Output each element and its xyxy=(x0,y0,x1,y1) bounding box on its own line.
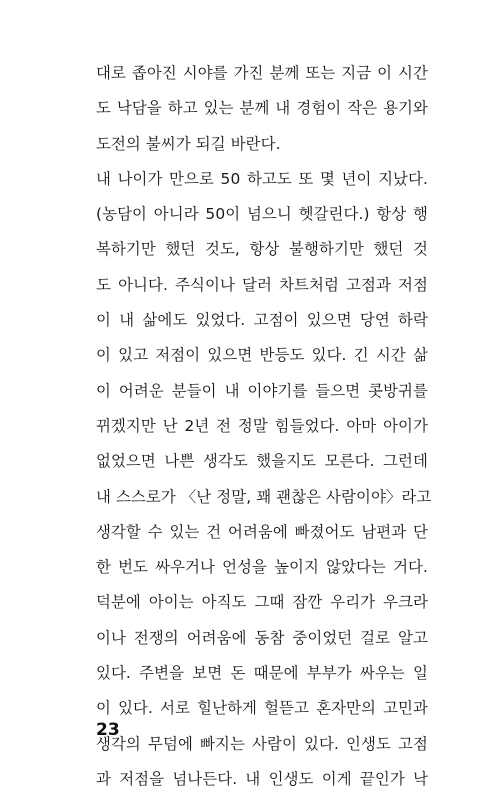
text-line: 생각의 무덤에 빠지는 사람이 있다. 인생도 고점 xyxy=(96,734,428,753)
text-line: 이 어려운 분들이 내 이야기를 들으면 콧방귀를 xyxy=(96,381,428,400)
text-line: 내 나이가 만으로 50 하고도 또 몇 년이 지났다. xyxy=(96,169,428,188)
text-line: 도 낙담을 하고 있는 분께 내 경험이 작은 용기와 xyxy=(96,99,428,118)
text-line: 없었으면 나쁜 생각도 했을지도 모른다. 그런데 xyxy=(96,452,428,471)
text-line: 이나 전쟁의 어려움에 동참 중이었던 걸로 알고 xyxy=(96,628,428,647)
text-line: 대로 좁아진 시야를 가진 분께 또는 지금 이 시간 xyxy=(96,64,428,82)
text-line: 한 번도 싸우거나 언성을 높이지 않았다는 거다. xyxy=(96,558,428,577)
text-line: 과 저점을 넘나든다. 내 인생도 이게 끝인가 낙 xyxy=(96,769,428,788)
text-line: 복하기만 했던 것도, 항상 불행하기만 했던 것 xyxy=(96,240,428,259)
text-line: 덕분에 아이는 아직도 그때 잠깐 우리가 우크라 xyxy=(96,593,428,612)
text-line: 내 스스로가 〈난 정말, 꽤 괜찮은 사람이야〉라고 xyxy=(96,487,432,506)
text-line: (농담이 아니라 50이 넘으니 헷갈린다.) 항상 행 xyxy=(96,205,428,224)
text-line: 있다. 주변을 보면 돈 때문에 부부가 싸우는 일 xyxy=(96,664,428,683)
body-text xyxy=(96,56,432,797)
text-line: 도 아니다. 주식이나 달러 차트처럼 고점과 저점 xyxy=(96,275,428,294)
text-line: 뀌겠지만 난 2년 전 정말 힘들었다. 아마 아이가 xyxy=(96,416,428,435)
text-line: 이 있다. 서로 힐난하게 헐뜯고 혼자만의 고민과 xyxy=(96,699,428,718)
text-line: 이 내 삶에도 있었다. 고점이 있으면 당연 하락 xyxy=(96,311,428,330)
text-line: 이 있고 저점이 있으면 반등도 있다. 긴 시간 삶 xyxy=(96,346,428,365)
text-line: 생각할 수 있는 건 어려움에 빠졌어도 남편과 단 xyxy=(96,522,428,541)
text-line: 도전의 불씨가 되길 바란다. xyxy=(96,134,281,153)
page-number: 23 xyxy=(96,720,120,740)
